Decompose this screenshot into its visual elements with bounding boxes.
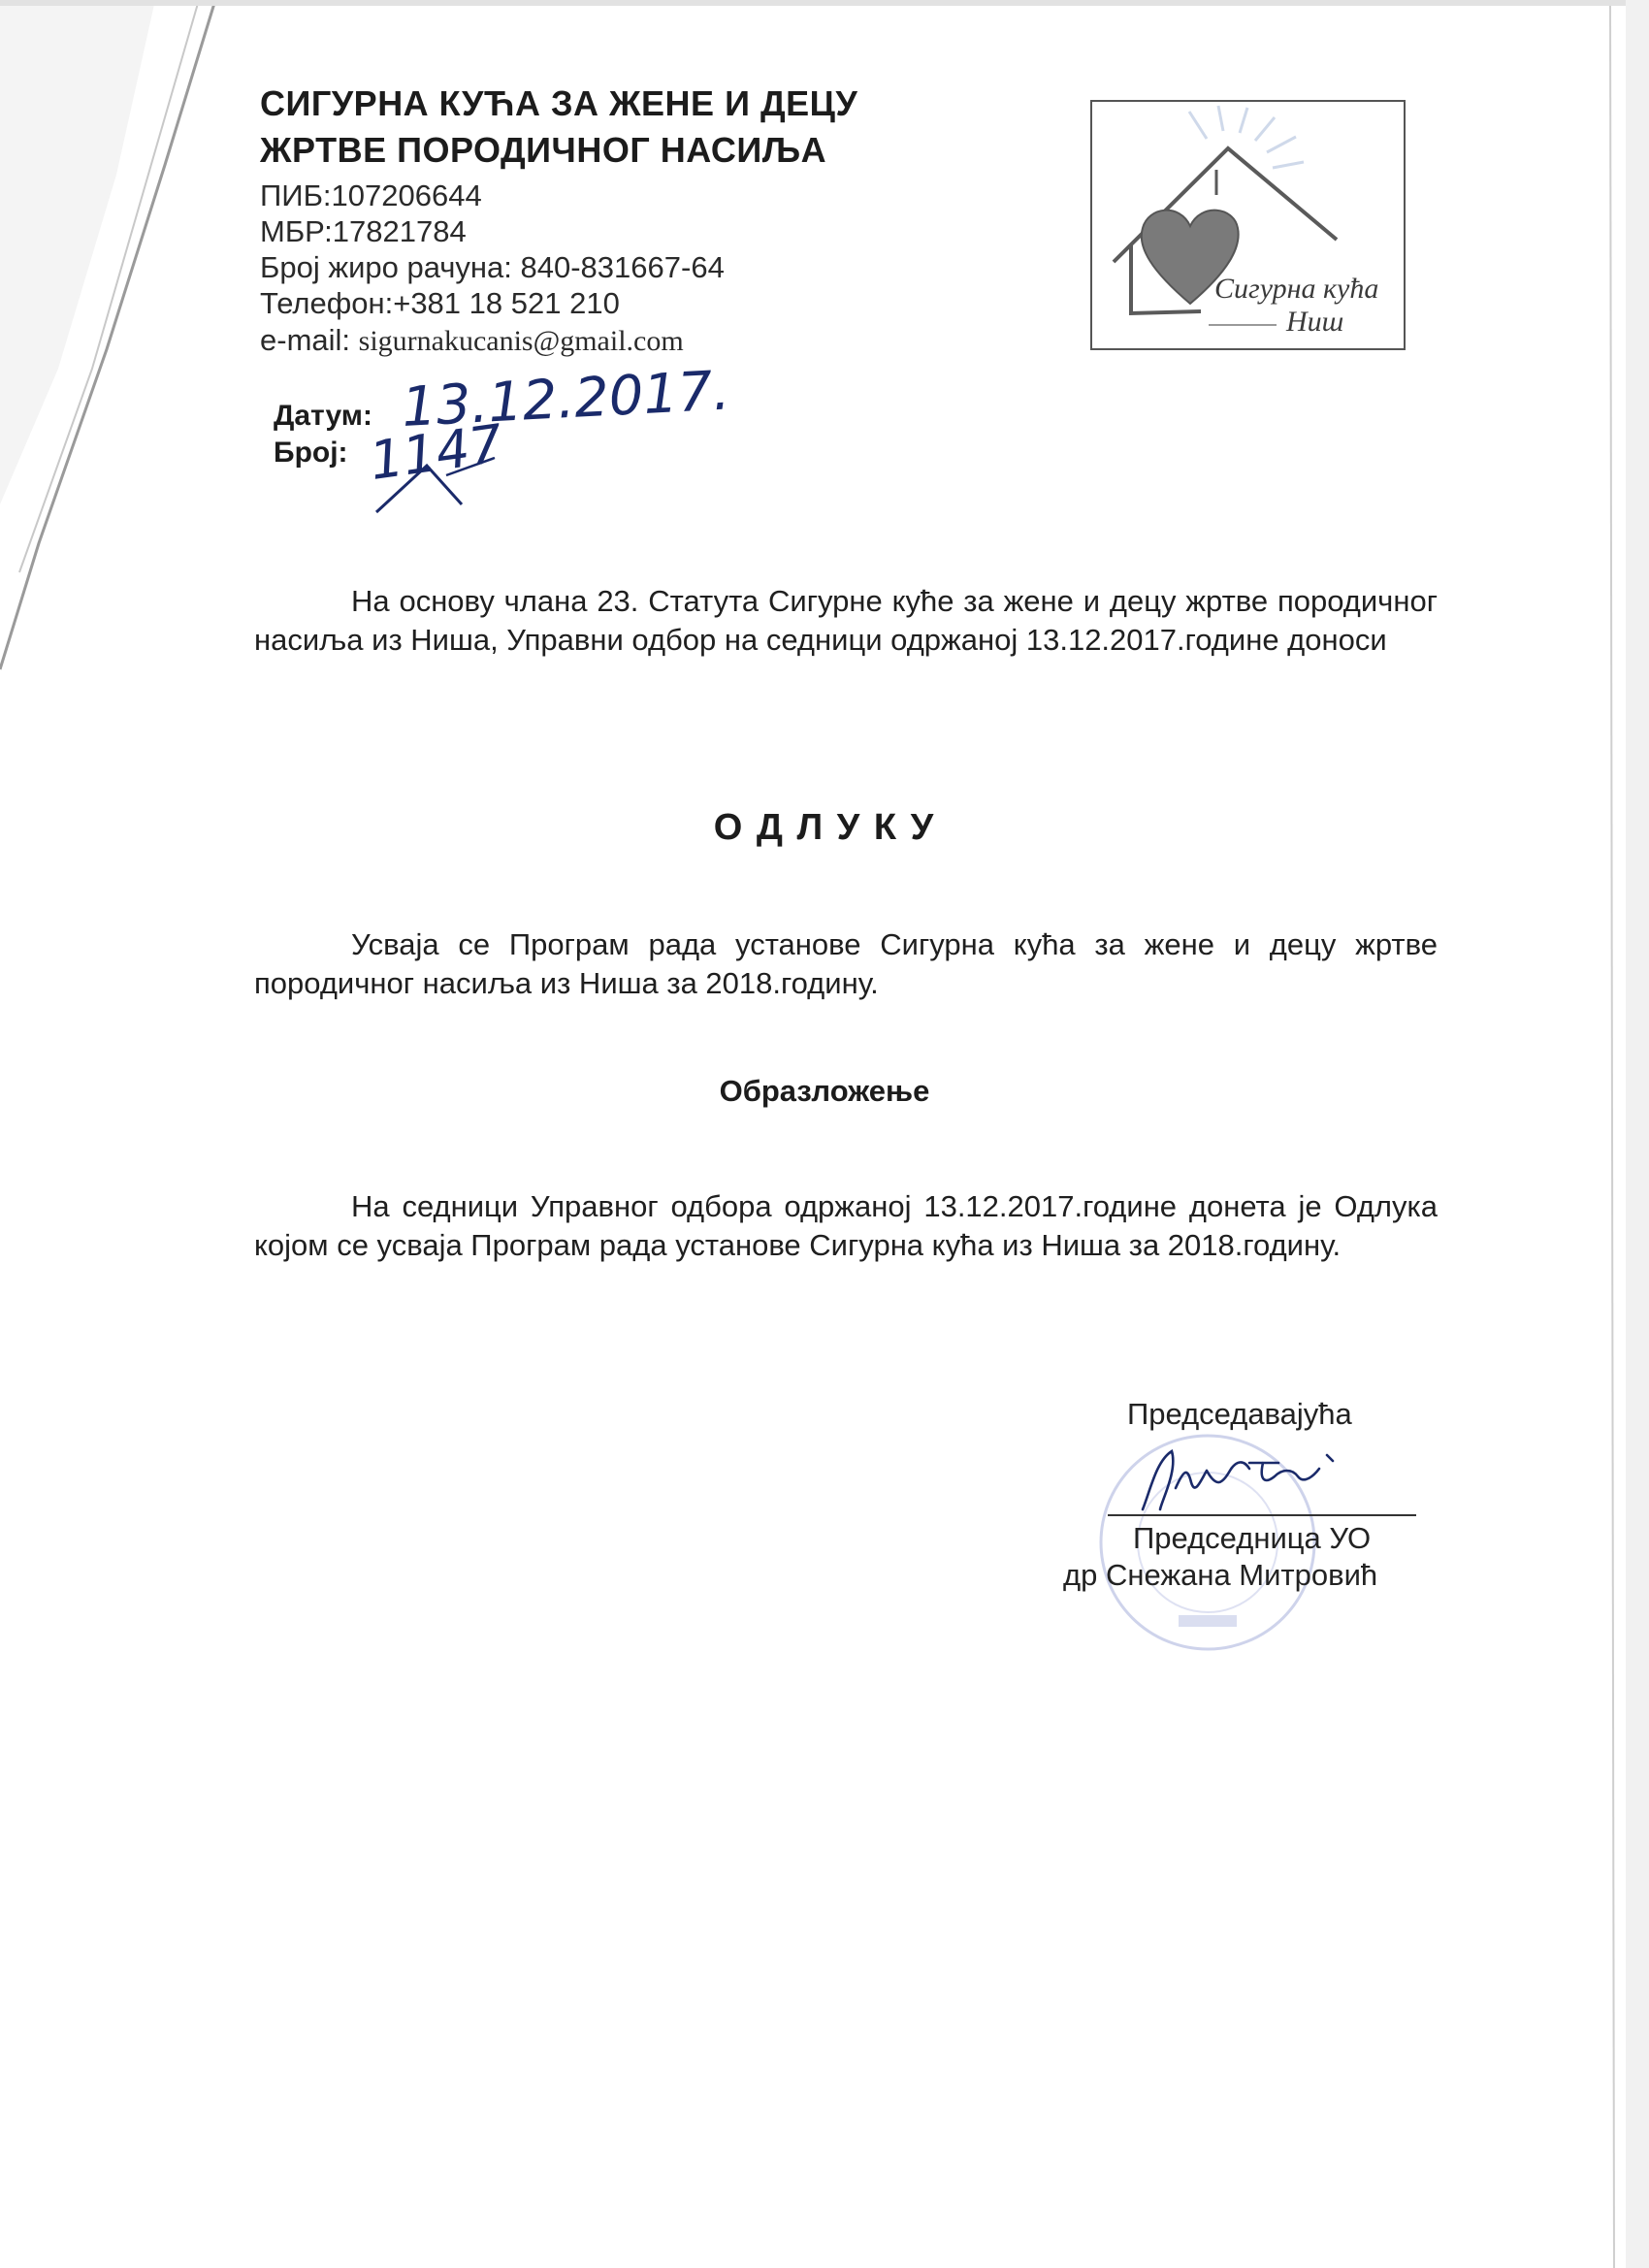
org-email [260, 323, 684, 358]
handwriting-strokes [369, 407, 660, 524]
signatory-name: др Снежана Митровић [1063, 1558, 1378, 1592]
org-pib: ПИБ:107206644 [260, 178, 482, 212]
org-mbr: МБР:17821784 [260, 214, 467, 248]
org-phone: Телефон:+381 18 521 210 [260, 286, 620, 320]
org-name-line2: ЖРТВЕ ПОРОДИЧНОГ НАСИЉА [260, 130, 827, 170]
number-label: Број: [274, 437, 348, 469]
logo [1090, 100, 1406, 350]
email-label: e-mail: [260, 323, 359, 357]
signature-line [1108, 1514, 1416, 1516]
handwritten-signature-icon [1133, 1442, 1366, 1519]
email-address: sigurnakucanis@gmail.com [358, 325, 684, 357]
logo-text-line2: Ниш [1286, 306, 1344, 338]
decision-title: О Д Л У К У [713, 807, 936, 848]
org-bank-account: Број жиро рачуна: 840-831667-64 [260, 250, 725, 284]
house-heart-icon [1092, 102, 1404, 348]
signature-role-bottom: Председница УО [1133, 1521, 1372, 1555]
number-value-handwritten: 1147 [366, 412, 507, 492]
decision-paragraph: Усваја се Програм рада установе Сигурна кућа за жене и децу жртве породичног насиља из Ниша за 2018.годину. [254, 927, 1438, 1000]
intro-paragraph: На основу члана 23. Статута Сигурне куће за жене и децу жртве породичног насиља из Ниша, Управни одбор на седници одржаној 13.12.2017.године доноси [254, 584, 1438, 657]
reasoning-title: Образложење [719, 1074, 930, 1108]
reasoning-paragraph: На седници Управног одбора одржаној 13.12.2017.године донета је Одлука којом се усваја Програм рада установе Сигурна кућа из Ниша за 2018.годину. [254, 1189, 1438, 1262]
org-name-line1: СИГУРНА КУЋА ЗА ЖЕНЕ И ДЕЦУ [260, 83, 858, 123]
date-value-handwritten: 13.12.2017. [400, 359, 731, 439]
logo-text-line1: Сигурна кућа [1214, 273, 1379, 305]
date-label: Датум: [274, 400, 372, 432]
signature-role-top: Председавајућа [1127, 1397, 1352, 1431]
